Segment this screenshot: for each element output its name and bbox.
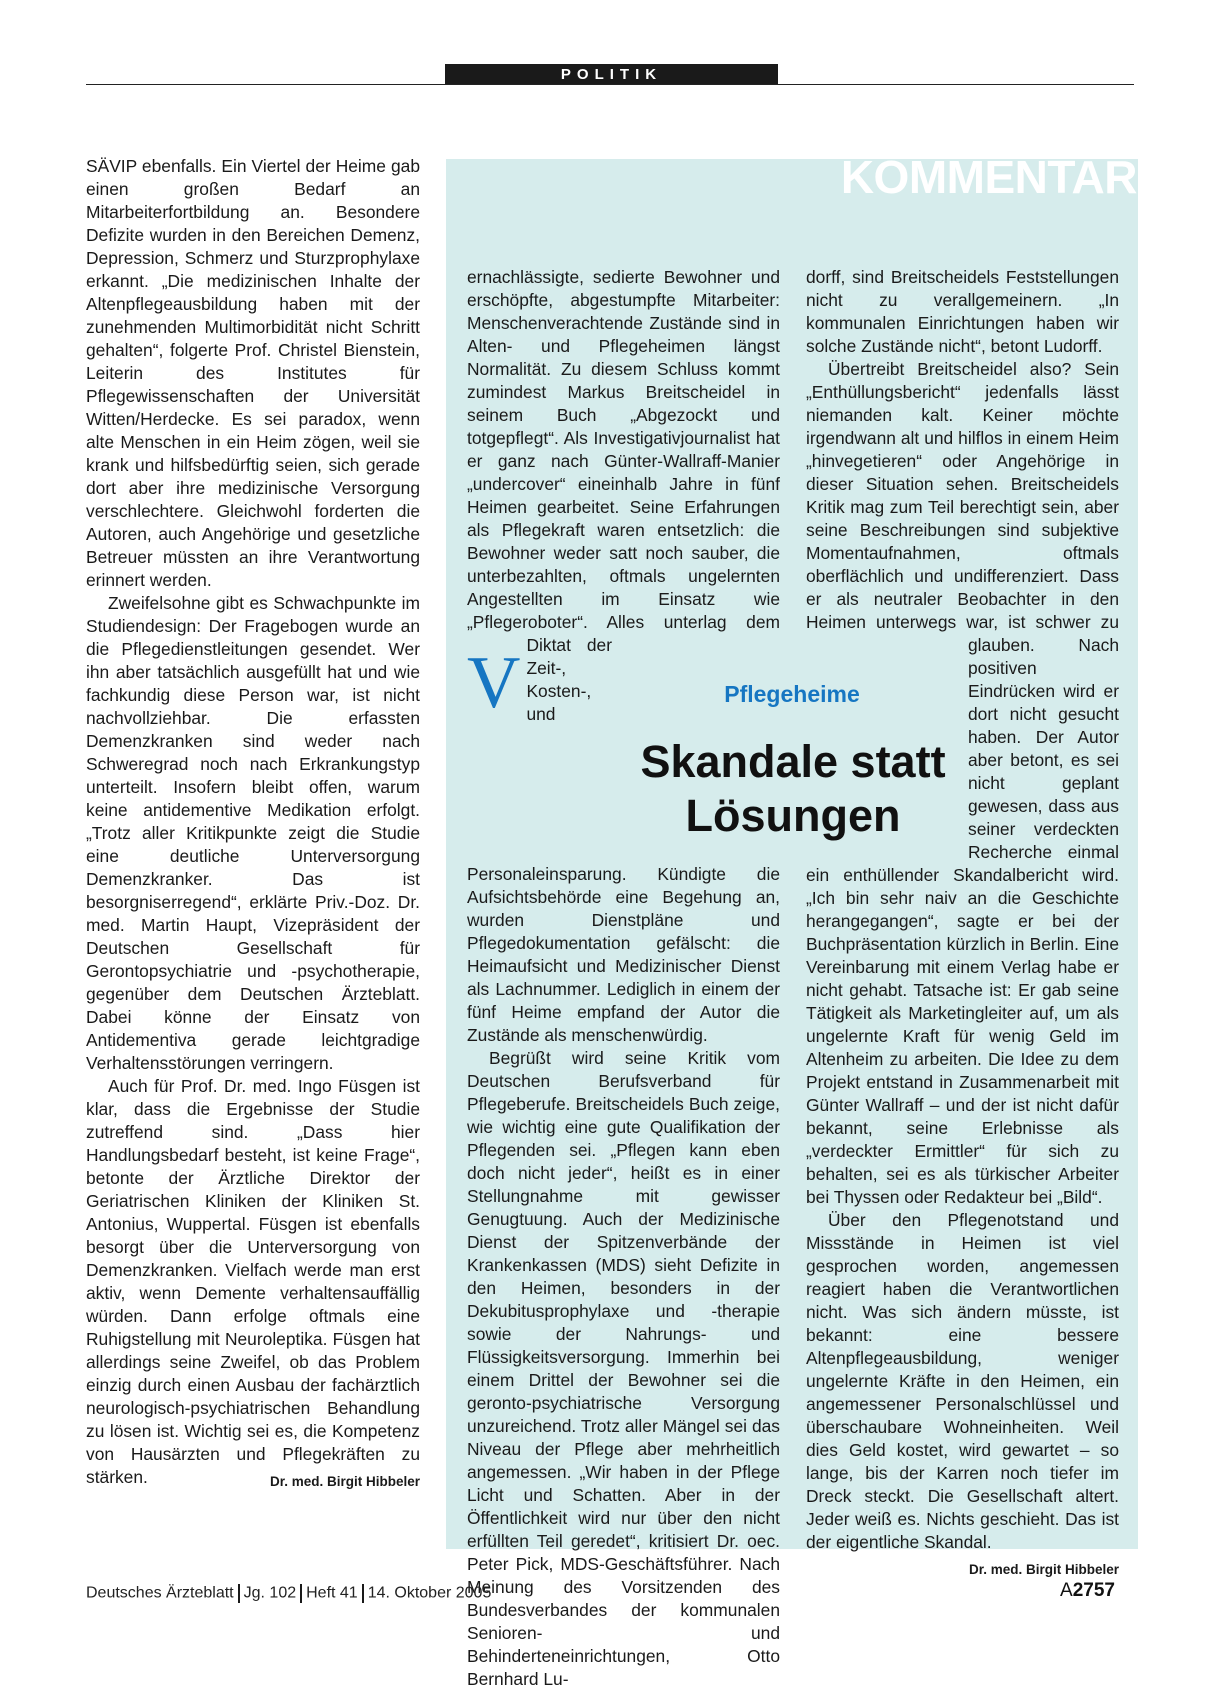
left-paragraph-3-text: Auch für Prof. Dr. med. Ingo Füsgen ist klar, dass die Ergebnisse der Studie zutreffend sind. „Dass hier Handlungsbedarf besteht, ist keine Frage“, betonte der Ärztliche Direktor der Geriatrischen Kliniken der Kliniken St. Antonius, Wuppertal. Füsgen ist ebenfalls besorgt über die Unterversorgung von Demenzkranken. Vielfach werde man erst aktiv, wenn Demente verhaltensauffällig würden. Dann erfolge oftmals eine Ruhigstellung mit Neuroleptika. Füsgen hat allerdings seine Zweifel, ob das Problem einzig durch einen Ausbau der fachärztlich neurologisch-psychiatrischen Behandlung zu lösen ist. Wichtig sei es, die Kompetenz von Hausärzten und Pflegekräften zu stärken.: [86, 1076, 420, 1487]
kommentar-paragraph-1-text: ernachlässigte, sedierte Bewohner und erschöpfte, abgestumpfte Mitarbeiter: Menschenverachtende Zustände sind in Alten- und Pflegeheimen längst Normalität. Zu diesem Schluss kommt zumindest Markus Breitscheidel in seinem Buch „Abgezockt und totgepflegt“. Als Investigativjournalist hat er ganz nach Günter-Wallraff-Manier „undercover“ eineinhalb Jahre in fünf Heimen gearbeitet. Seine Erfahrungen als Pflegekraft waren entsetzlich: die Bewohner weder satt noch sauber, die unterbezahlten, oftmals ungelernten Angestellten im Einsatz wie „Pflegeroboter“. Alles unterlag dem Diktat der Zeit-, Kosten-, und Personaleinsparung. Kündigte die Aufsichtsbehörde eine Begehung an, wurden Dienstpläne und Pflegedokumentation gefälscht: die Heimaufsicht und Medizinischer Dienst als Lachnummer. Lediglich in einem der fünf Heime empfand der Autor die Zustände als menschenwürdig.: [467, 267, 780, 1045]
footer-journal: Deutsches Ärzteblatt: [86, 1584, 234, 1602]
kommentar-paragraph-4: Übertreibt Breitscheidel also? Sein „Enthüllungsbericht“ jedenfalls lässt niemanden kalt. Keiner möchte irgendwann alt und hilflos in einem Heim „hinvegetieren“ oder Angehörige in dieser Situation sehen. Breitscheidels Kritik mag zum Teil berechtigt sein, aber seine Beschreibungen sind subjektive Momentaufnahmen, oftmals oberflächlich und undifferenziert. Dass er als neutraler Beobachter in den Heimen unterwegs war, ist schwer zu glauben. Nach positiven Eindrücken wird er dort nicht gesucht haben. Der Autor aber betont, es sei nicht geplant gewesen, dass aus seiner verdeckten Recherche einmal ein enthüllender Skandalbericht wird. „Ich bin sehr naiv an die Geschichte herangegangen“, sagte er bei der Buchpräsentation kürzlich in Berlin. Eine Vereinbarung mit einem Verlag habe er nicht gehabt. Tatsache ist: Er gab seine Tätigkeit als Marketingleiter auf, um als ungelernte Kraft für wenig Geld im Altenheim zu arbeiten. Die Idee zu dem Projekt entstand in Zusammenarbeit mit Günter Wallraff – und der ist nicht dafür bekannt, seine Erlebnisse als „verdeckter Ermittler“ für sich zu behalten, sei es als türkischer Arbeiter bei Thyssen oder Redakteur bei „Bild“.: [806, 359, 1119, 1207]
left-paragraph-3: [86, 1075, 420, 1489]
footer-separator: [300, 1584, 302, 1603]
page-number-value: 2757: [1072, 1580, 1115, 1601]
kommentar-paragraph-5-text: Über den Pflegenotstand und Missstände in Heimen ist viel gesprochen worden, angemessen reagiert haben die Verantwortlichen nicht. Was sich ändern müsste, ist bekannt: eine bessere Altenpflegeausbildung, weniger ungelernte Kräfte in den Heimen, ein angemessener Personalschlüssel und überschaubare Wohneinheiten. Weil dies Geld kostet, wird gewartet – so lange, bis der Karren noch tiefer im Dreck steckt. Die Gesellschaft altert. Jeder weiß es. Nichts geschieht. Das ist der eigentliche Skandal.: [806, 1210, 1119, 1552]
footer-volume: Jg. 102: [243, 1584, 297, 1602]
footer-separator: [362, 1584, 364, 1603]
footer-citation: [86, 1584, 491, 1603]
kommentar-signature: Dr. med. Birgit Hibbeler: [968, 1562, 1119, 1577]
left-signature: Dr. med. Birgit Hibbeler: [269, 1474, 420, 1489]
kommentar-paragraph-3: dorff, sind Breitscheidels Feststellungen nicht zu verallgemeinern. „In kommunalen Einrichtungen haben wir solche Zustände nicht“, betont Ludorff.: [806, 267, 1119, 356]
roofline: Pflegeheime: [724, 681, 860, 707]
kommentar-label: KOMMENTAR: [840, 151, 1137, 203]
footer-separator: [238, 1584, 240, 1603]
footer-date: 14. Oktober 2005: [367, 1584, 492, 1602]
drop-cap: V: [467, 642, 521, 724]
kommentar-paragraph-2: Begrüßt wird seine Kritik vom Deutschen Berufsverband für Pflegeberufe. Breitscheidels Buch zeige, wie wichtig eine gute Qualifikation der Pflegenden sei. „Pflegen kann eben doch nicht jeder“, heißt es in einer Stellungnahme mit gewisser Genugtuung. Auch der Medizinische Dienst der Spitzenverbände der Krankenkassen (MDS) sieht Defizite in den Heimen, besonders in der Dekubitusprophylaxe und -therapie sowie der Nahrungs- und Flüssigkeitsversorgung. Immerhin bei einem Drittel der Bewohner sei die geronto-psychiatrische Versorgung unzureichend. Trotz aller Mängel sei das Niveau der Pflege aber mehrheitlich angemessen. „Wir haben in der Pflege Licht und Schatten. Aber in der Öffentlichkeit wird nur über den nicht erfüllten Teil geredet“, kritisiert Dr. oec. Peter Pick, MDS-Geschäftsführer. Nach Meinung des Vorsitzenden des Bundesverbandes der kommunalen Senioren- und Behinderteneinrichtungen, Otto Bernhard Lu-: [467, 1048, 780, 1689]
kommentar-paragraph-5: [806, 1209, 1119, 1577]
left-paragraph-2: Zweifelsohne gibt es Schwachpunkte im Studiendesign: Der Fragebogen wurde an die Pflegedienstleitungen gesendet. Wer ihn aber tatsächlich ausgefüllt hat und wie fachkundig diese Person war, ist nicht nachvollziehbar. Die erfassten Demenzkranken sind weder nach Schweregrad noch nach Erkrankungstyp unterteilt. Insofern bleibt offen, warum keine antidementive Medikation erfolgt. „Trotz aller Kritikpunkte zeigt die Studie eine deutliche Unterversorgung Demenzkranker. Das ist besorgniserregend“, erklärte Priv.-Doz. Dr. med. Martin Haupt, Vizepräsident der Deutschen Gesellschaft für Gerontopsychiatrie und -psychotherapie, gegenüber dem Deutschen Ärzteblatt. Dabei könne der Einsatz von Antidementiva gerade leichtgradige Verhaltensstörungen verringern.: [86, 593, 420, 1073]
left-article-column: [86, 155, 420, 1493]
page-prefix: A: [1060, 1580, 1073, 1601]
headline: Skandale statt Lösungen: [640, 736, 946, 841]
header-rule: [86, 84, 1134, 85]
section-label: POLITIK: [445, 64, 778, 85]
footer-issue: Heft 41: [306, 1584, 358, 1602]
kommentar-column-2: [806, 266, 1119, 1581]
kommentar-column-1: [467, 266, 780, 1691]
page-number: [1060, 1580, 1115, 1602]
left-paragraph-1: SÄVIP ebenfalls. Ein Viertel der Heime gab einen großen Bedarf an Mitarbeiterfortbildung an. Besondere Defizite wurden in den Bereichen Demenz, Depression, Schmerz und Sturzprophylaxe erkannt. „Die medizinischen Inhalte der Altenpflegeausbildung haben mit der zunehmenden Multimorbidität nicht Schritt gehalten“, folgerte Prof. Christel Bienstein, Leiterin des Institutes für Pflegewissenschaften der Universität Witten/Herdecke. Es sei paradox, wenn alte Menschen in ein Heim zögen, weil sie krank und hilfsbedürftig seien, sich gerade dort aber ihre medizinische Versorgung verschlechtere. Gleichwohl forderten die Autoren, auch Angehörige und gesetzliche Betreuer müssten an ihre Verantwortung erinnert werden.: [86, 156, 420, 590]
